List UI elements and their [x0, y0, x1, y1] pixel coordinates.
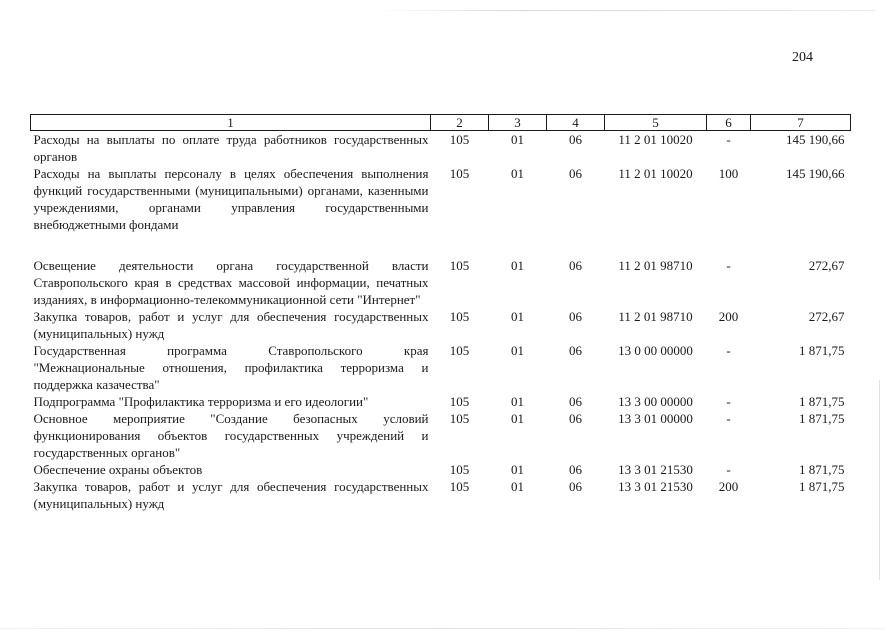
row-expense-type: -	[726, 132, 731, 147]
budget-table	[30, 114, 851, 512]
header-col-6: 6	[707, 115, 751, 131]
row-target-article: 11 2 01 10020	[618, 166, 693, 181]
row-section-code: 01	[511, 258, 524, 273]
header-col-7: 7	[751, 115, 851, 131]
row-expense-type: -	[726, 462, 731, 477]
row-name: Расходы на выплаты персоналу в целях обеспечения выполнения функций государственными (муниципальными) органами, казенными учреждениями, органами управления государственными внебюджетными фондами	[33, 166, 429, 232]
scan-artifact-bottom	[0, 628, 885, 629]
row-expense-type: -	[726, 343, 731, 358]
table-row	[31, 308, 851, 342]
row-target-article: 13 3 01 00000	[618, 411, 693, 426]
row-name: Обеспечение охраны объектов	[33, 462, 203, 477]
row-expense-type: -	[726, 258, 731, 273]
row-target-article: 13 0 00 00000	[618, 343, 693, 358]
row-section-code: 01	[511, 394, 524, 409]
row-amount: 145 190,66	[786, 132, 845, 147]
header-col-5: 5	[605, 115, 707, 131]
header-col-2: 2	[431, 115, 489, 131]
row-section-code: 01	[511, 132, 524, 147]
row-target-article: 11 2 01 98710	[618, 258, 693, 273]
row-amount: 145 190,66	[786, 166, 845, 181]
table-row	[31, 257, 851, 308]
row-name: Расходы на выплаты по оплате труда работников государственных органов	[33, 132, 429, 164]
row-amount: 1 871,75	[799, 479, 845, 494]
row-subsection-code: 06	[569, 132, 582, 147]
row-ministry-code: 105	[449, 309, 470, 324]
row-ministry-code: 105	[449, 166, 470, 181]
row-expense-type: 100	[718, 166, 739, 181]
row-amount: 1 871,75	[799, 343, 845, 358]
table-row	[31, 131, 851, 166]
row-section-code: 01	[511, 479, 524, 494]
header-col-3: 3	[489, 115, 547, 131]
row-subsection-code: 06	[569, 479, 582, 494]
row-subsection-code: 06	[569, 411, 582, 426]
header-col-4: 4	[547, 115, 605, 131]
row-subsection-code: 06	[569, 258, 582, 273]
row-name: Освещение деятельности органа государственной власти Ставропольского края в средствах массовой информации, печатных изданиях, в информационно-телекоммуникационной сети "Интернет"	[33, 258, 429, 307]
row-expense-type: 200	[718, 479, 739, 494]
row-name: Государственная программа Ставропольского края "Межнациональные отношения, профилактика терроризма и поддержка казачества"	[33, 343, 429, 392]
row-subsection-code: 06	[569, 343, 582, 358]
row-subsection-code: 06	[569, 309, 582, 324]
table-row	[31, 410, 851, 461]
row-ministry-code: 105	[449, 258, 470, 273]
row-amount: 272,67	[808, 309, 845, 324]
header-col-1: 1	[31, 115, 431, 131]
row-name: Закупка товаров, работ и услуг для обеспечения государственных (муниципальных) нужд	[33, 309, 429, 341]
row-ministry-code: 105	[449, 394, 470, 409]
row-section-code: 01	[511, 343, 524, 358]
row-name: Закупка товаров, работ и услуг для обеспечения государственных (муниципальных) нужд	[33, 479, 429, 511]
table-row	[31, 165, 851, 257]
row-ministry-code: 105	[449, 132, 470, 147]
table-row	[31, 393, 851, 410]
scan-artifact-edge	[879, 380, 880, 580]
row-target-article: 11 2 01 10020	[618, 132, 693, 147]
row-target-article: 13 3 01 21530	[618, 462, 693, 477]
row-target-article: 13 3 00 00000	[618, 394, 693, 409]
row-expense-type: -	[726, 411, 731, 426]
row-section-code: 01	[511, 309, 524, 324]
row-subsection-code: 06	[569, 394, 582, 409]
row-target-article: 11 2 01 98710	[618, 309, 693, 324]
scan-artifact-top	[370, 10, 875, 11]
table-header-row	[31, 115, 851, 131]
row-ministry-code: 105	[449, 462, 470, 477]
row-section-code: 01	[511, 462, 524, 477]
table-row	[31, 461, 851, 478]
table-row	[31, 342, 851, 393]
row-target-article: 13 3 01 21530	[618, 479, 693, 494]
table-row	[31, 478, 851, 512]
row-amount: 1 871,75	[799, 411, 845, 426]
row-amount: 272,67	[808, 258, 845, 273]
row-expense-type: -	[726, 394, 731, 409]
row-amount: 1 871,75	[799, 394, 845, 409]
row-ministry-code: 105	[449, 411, 470, 426]
row-name: Подпрограмма "Профилактика терроризма и его идеологии"	[33, 394, 369, 409]
row-section-code: 01	[511, 166, 524, 181]
page-number: 204	[792, 50, 813, 65]
row-ministry-code: 105	[449, 479, 470, 494]
row-subsection-code: 06	[569, 462, 582, 477]
row-amount: 1 871,75	[799, 462, 845, 477]
row-name: Основное мероприятие "Создание безопасных условий функционирования объектов государственных учреждений и государственных органов"	[33, 411, 429, 460]
row-subsection-code: 06	[569, 166, 582, 181]
row-ministry-code: 105	[449, 343, 470, 358]
row-expense-type: 200	[718, 309, 739, 324]
row-section-code: 01	[511, 411, 524, 426]
